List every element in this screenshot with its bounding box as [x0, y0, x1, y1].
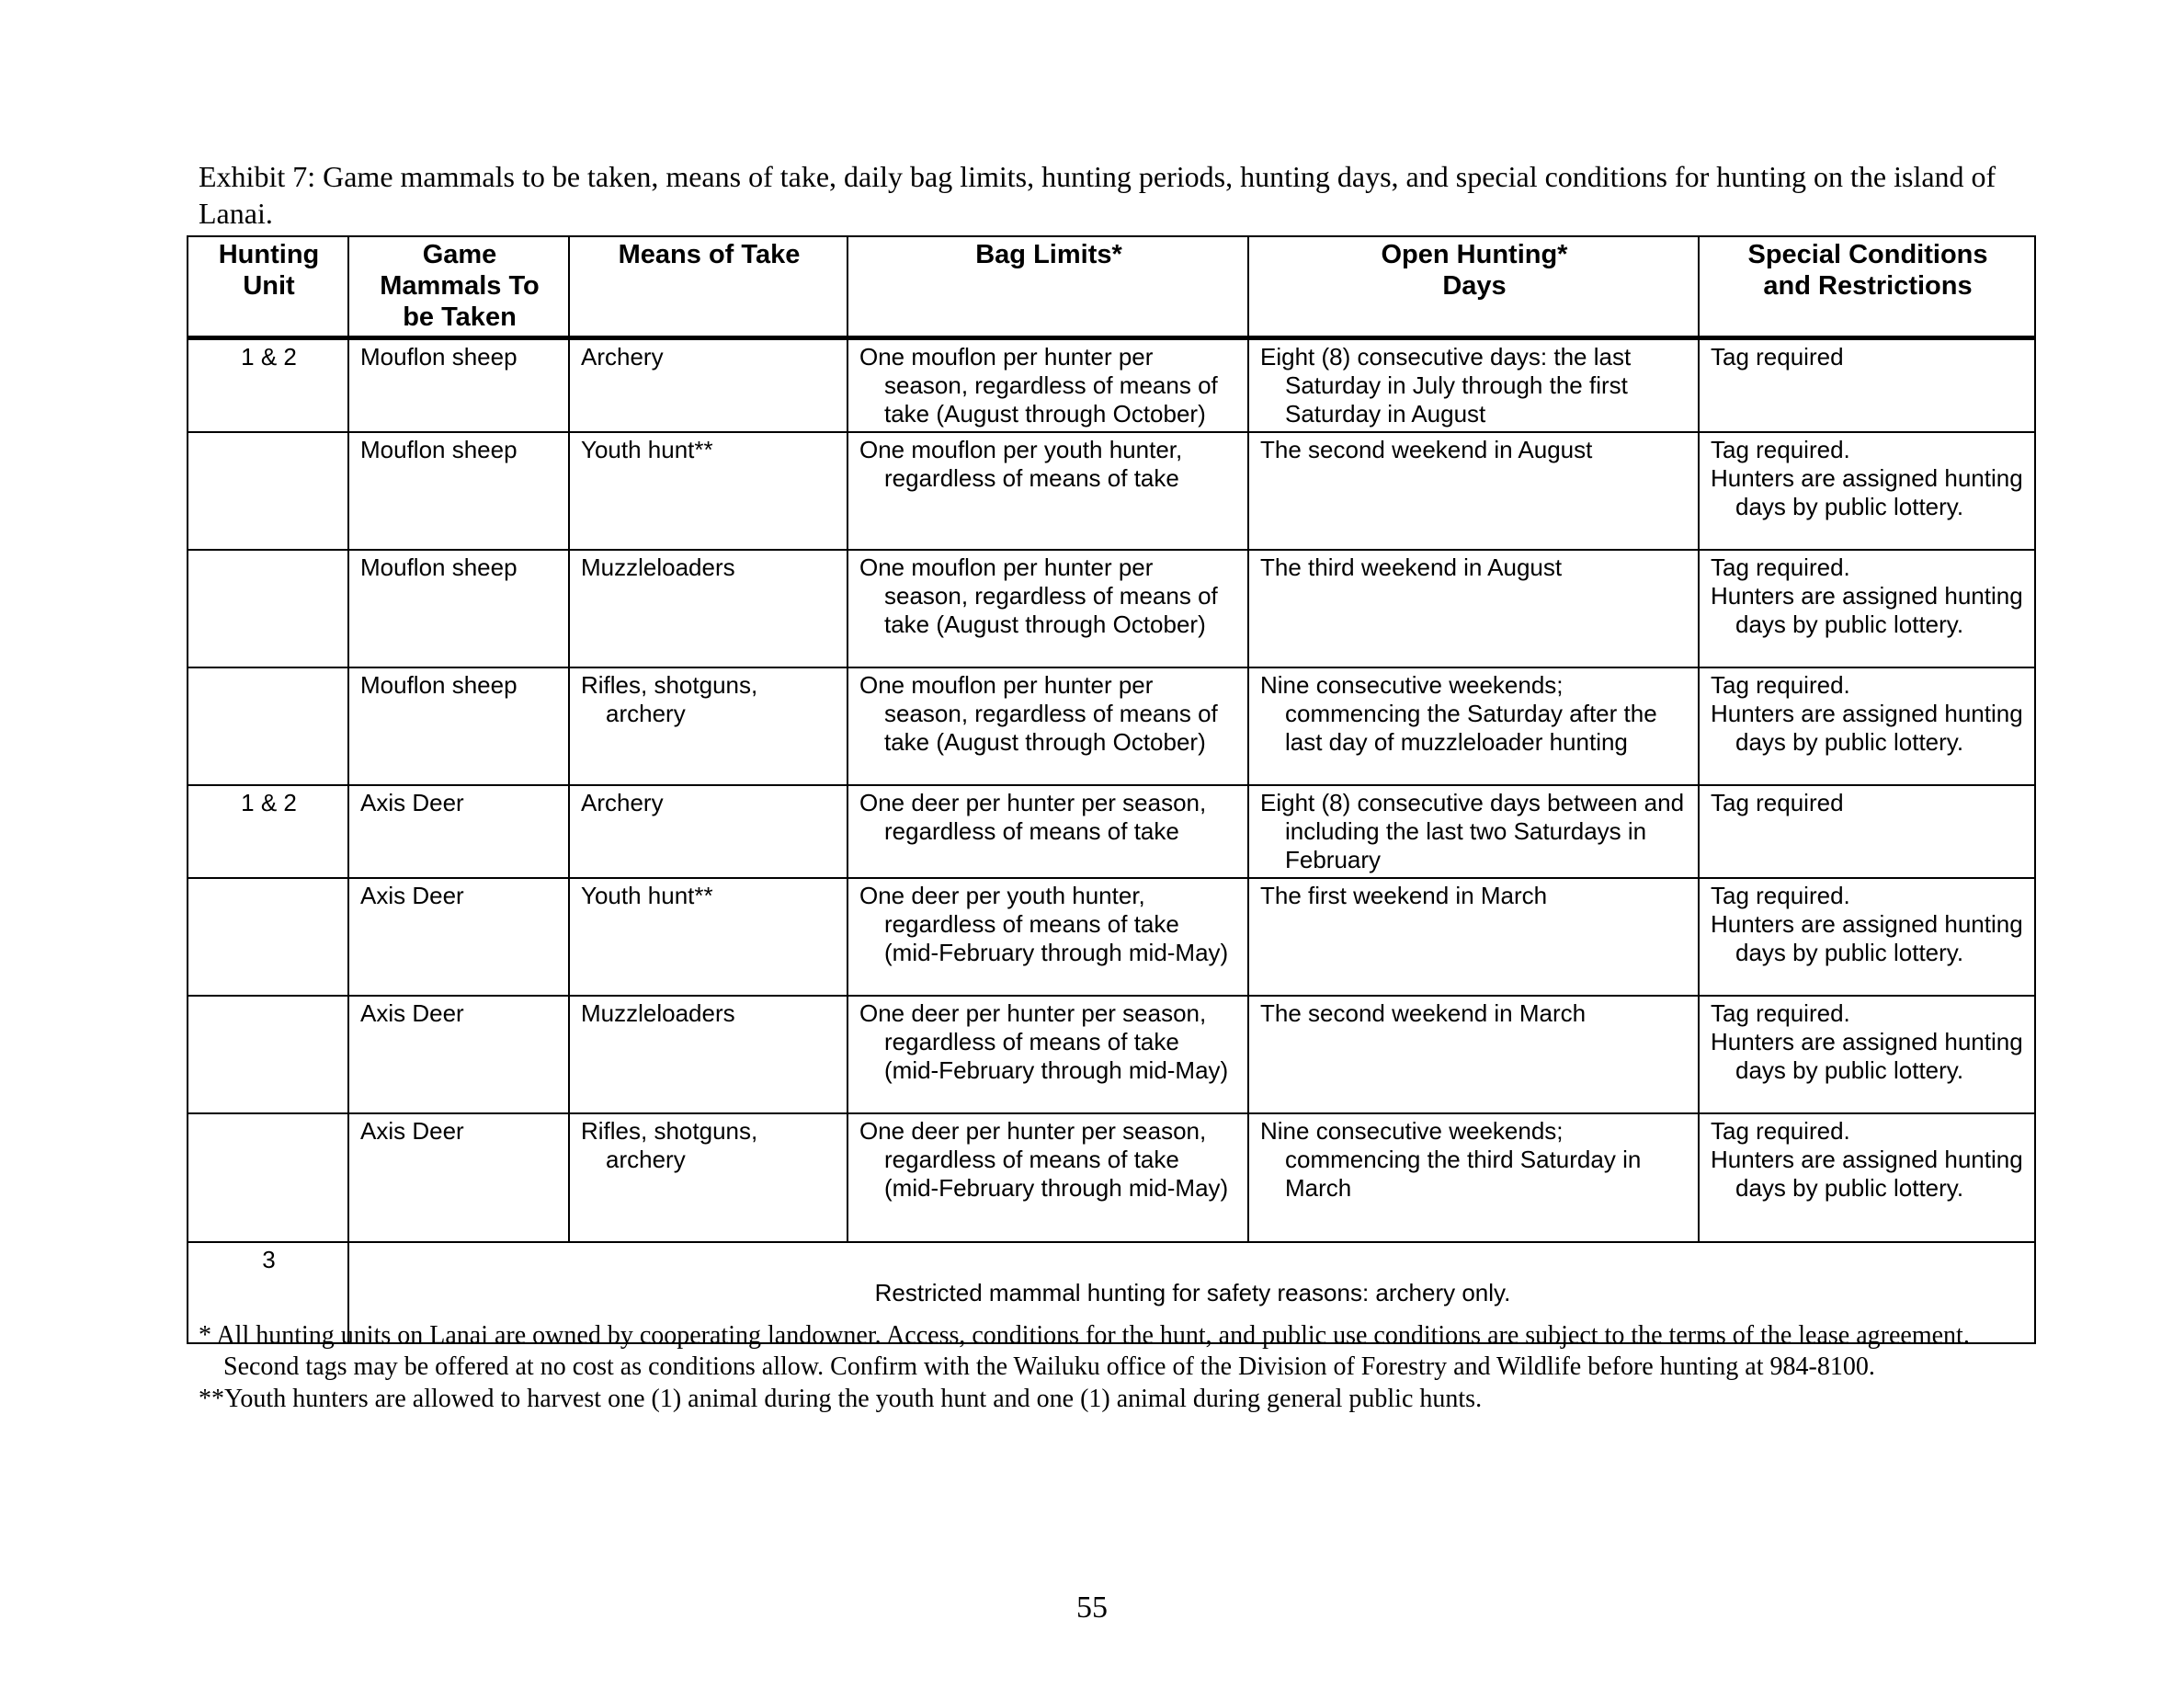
- mammal-cell: Axis Deer: [348, 1113, 569, 1242]
- means-cell: Muzzleloaders: [569, 550, 847, 667]
- special-cell: Tag required. Hunters are assigned hunting days by public lottery.: [1699, 667, 2035, 785]
- special-cell: Tag required. Hunters are assigned hunting days by public lottery.: [1699, 1113, 2035, 1242]
- exhibit-caption: Exhibit 7: Game mammals to be taken, means of take, daily bag limits, hunting periods, hunting days, and special conditions for hunting on the island of Lanai.: [199, 160, 1996, 230]
- hunting-unit-cell: [188, 1113, 348, 1242]
- bag-limit-cell: One deer per hunter per season, regardless of means of take: [847, 785, 1248, 878]
- means-cell: Rifles, shotguns, archery: [569, 667, 847, 785]
- open-days-cell: Eight (8) consecutive days: the last Saturday in July through the first Saturday in August: [1248, 338, 1699, 433]
- hunting-unit-cell: 1 & 2: [188, 785, 348, 878]
- open-days-cell: Nine consecutive weekends; commencing the Saturday after the last day of muzzleloader hunting: [1248, 667, 1699, 785]
- special-cell: Tag required. Hunters are assigned hunting days by public lottery.: [1699, 432, 2035, 550]
- mammal-cell: Axis Deer: [348, 878, 569, 996]
- table-row: [188, 667, 2035, 785]
- bag-limit-cell: One mouflon per hunter per season, regardless of means of take (August through October): [847, 338, 1248, 433]
- table-row: [188, 785, 2035, 878]
- open-days-cell: The second weekend in March: [1248, 996, 1699, 1113]
- open-days-cell: Nine consecutive weekends; commencing the third Saturday in March: [1248, 1113, 1699, 1242]
- means-cell: Rifles, shotguns, archery: [569, 1113, 847, 1242]
- means-cell: Youth hunt**: [569, 432, 847, 550]
- table-header-row: [188, 236, 2035, 338]
- hunting-unit-cell: [188, 878, 348, 996]
- means-cell: Archery: [569, 338, 847, 433]
- footnotes: [199, 1320, 2028, 1416]
- mammal-cell: Mouflon sheep: [348, 667, 569, 785]
- bag-limit-cell: One deer per hunter per season, regardless of means of take (mid-February through mid-May): [847, 996, 1248, 1113]
- hunting-unit-cell: [188, 996, 348, 1113]
- open-days-cell: The first weekend in March: [1248, 878, 1699, 996]
- bag-limit-cell: One deer per hunter per season, regardless of means of take (mid-February through mid-May): [847, 1113, 1248, 1242]
- hunting-unit-cell: 1 & 2: [188, 338, 348, 433]
- special-cell: Tag required: [1699, 338, 2035, 433]
- special-cell: Tag required. Hunters are assigned hunting days by public lottery.: [1699, 878, 2035, 996]
- bag-limit-cell: One mouflon per youth hunter, regardless of means of take: [847, 432, 1248, 550]
- means-cell: Archery: [569, 785, 847, 878]
- hunting-unit-cell: 3: [188, 1242, 348, 1343]
- header-bag-limits: Bag Limits*: [847, 236, 1248, 338]
- table-row: [188, 1113, 2035, 1242]
- open-days-cell: The second weekend in August: [1248, 432, 1699, 550]
- footnote-star: * All hunting units on Lanai are owned by cooperating landowner. Access, conditions for the hunt, and public use conditions are subject to the terms of the lease agreement. Second tags may be offered at no cost as conditions allow. Confirm with the Wailuku office of the Division of Forestry and Wildlife before hunting at 984-8100.: [199, 1321, 1970, 1381]
- header-hunting-unit: Hunting Unit: [188, 236, 348, 338]
- hunting-regulations-table: [187, 235, 2036, 1344]
- table-row: [188, 550, 2035, 667]
- bag-limit-cell: One mouflon per hunter per season, regardless of means of take (August through October): [847, 667, 1248, 785]
- hunting-unit-cell: [188, 667, 348, 785]
- special-cell: Tag required: [1699, 785, 2035, 878]
- mammal-cell: Mouflon sheep: [348, 550, 569, 667]
- footnote-double-star: **Youth hunters are allowed to harvest one (1) animal during the youth hunt and one (1) animal during general public hunts.: [199, 1385, 1483, 1413]
- special-cell: Tag required. Hunters are assigned hunting days by public lottery.: [1699, 996, 2035, 1113]
- mammal-cell: Mouflon sheep: [348, 338, 569, 433]
- table-row: [188, 996, 2035, 1113]
- header-game-mammals: Game Mammals To be Taken: [348, 236, 569, 338]
- means-cell: Muzzleloaders: [569, 996, 847, 1113]
- page-number: 55: [1076, 1591, 1108, 1625]
- mammal-cell: Axis Deer: [348, 785, 569, 878]
- bag-limit-cell: One deer per youth hunter, regardless of means of take (mid-February through mid-May): [847, 878, 1248, 996]
- hunting-unit-cell: [188, 550, 348, 667]
- bag-limit-cell: One mouflon per hunter per season, regardless of means of take (August through October): [847, 550, 1248, 667]
- table-row: [188, 432, 2035, 550]
- mammal-cell: Mouflon sheep: [348, 432, 569, 550]
- header-open-hunting-days: Open Hunting* Days: [1248, 236, 1699, 338]
- table-row: [188, 338, 2035, 433]
- mammal-cell: Axis Deer: [348, 996, 569, 1113]
- open-days-cell: The third weekend in August: [1248, 550, 1699, 667]
- header-special-conditions: Special Conditions and Restrictions: [1699, 236, 2035, 338]
- means-cell: Youth hunt**: [569, 878, 847, 996]
- restricted-hunting-note: Restricted mammal hunting for safety reasons: archery only.: [348, 1242, 2035, 1343]
- hunting-unit-cell: [188, 432, 348, 550]
- special-cell: Tag required. Hunters are assigned hunting days by public lottery.: [1699, 550, 2035, 667]
- header-means-of-take: Means of Take: [569, 236, 847, 338]
- table-row: [188, 878, 2035, 996]
- open-days-cell: Eight (8) consecutive days between and including the last two Saturdays in February: [1248, 785, 1699, 878]
